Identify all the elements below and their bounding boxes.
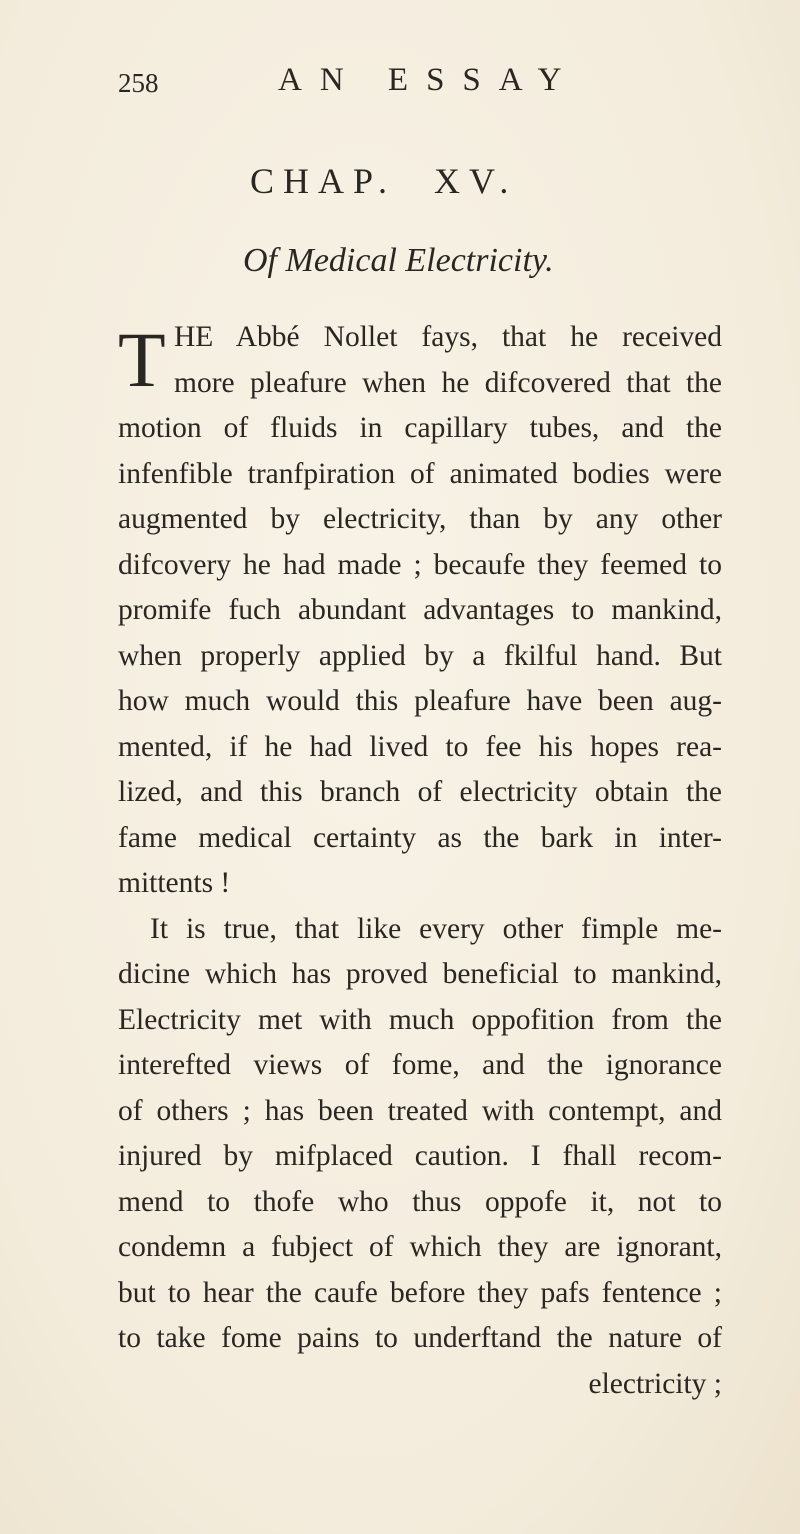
page-number: 258 [118, 68, 159, 98]
text-line: promife fuch abundant advantages to mankind, [118, 594, 722, 626]
text-line: mented, if he had lived to fee his hopes rea- [118, 730, 722, 763]
catchword-line: electricity ; [588, 1367, 722, 1400]
text-line: of others ; has been treated with contempt, and [118, 1094, 722, 1127]
text-line: condemn a fubject of which they are ignorant, [118, 1231, 722, 1263]
text-line: how much would this pleafure have been aug- [118, 685, 722, 717]
text-line: injured by mifplaced caution. I fhall recom- [118, 1140, 722, 1172]
text-line: infenfible tranfpiration of animated bodies were [118, 457, 722, 490]
text-line: difcovery he had made ; becaufe they feemed to [118, 548, 722, 581]
text-line: to take fome pains to underftand the nature of [118, 1322, 722, 1354]
text-line: Electricity met with much oppofition from the [118, 1003, 722, 1036]
text-line: fame medical certainty as the bark in inter- [118, 821, 722, 854]
text-line: It is true, that like every other fimple me- [150, 912, 722, 945]
text-line: HE Abbé Nollet fays, that he received [174, 321, 722, 353]
running-head [118, 62, 718, 102]
body-text [118, 315, 722, 1407]
text-line: interefted views of fome, and the ignorance [118, 1049, 722, 1081]
drop-cap: T [118, 316, 166, 403]
text-line: lized, and this branch of electricity obtain the [118, 776, 722, 808]
text-line: when properly applied by a fkilful hand. But [118, 639, 722, 672]
running-title: AN ESSAY [278, 62, 580, 98]
chapter-subtitle: Of Medical Electricity. [243, 242, 554, 279]
text-line: but to hear the caufe before they pafs fentence ; [118, 1276, 722, 1309]
text-line: more pleafure when he difcovered that the [174, 366, 722, 399]
text-line: dicine which has proved beneficial to mankind, [118, 958, 722, 990]
chapter-heading: CHAP. XV. [250, 161, 518, 201]
text-line: motion of fluids in capillary tubes, and the [118, 412, 722, 444]
text-line: mend to thofe who thus oppofe it, not to [118, 1185, 722, 1218]
text-line: augmented by electricity, than by any other [118, 503, 722, 535]
text-line: mittents ! [118, 867, 231, 899]
